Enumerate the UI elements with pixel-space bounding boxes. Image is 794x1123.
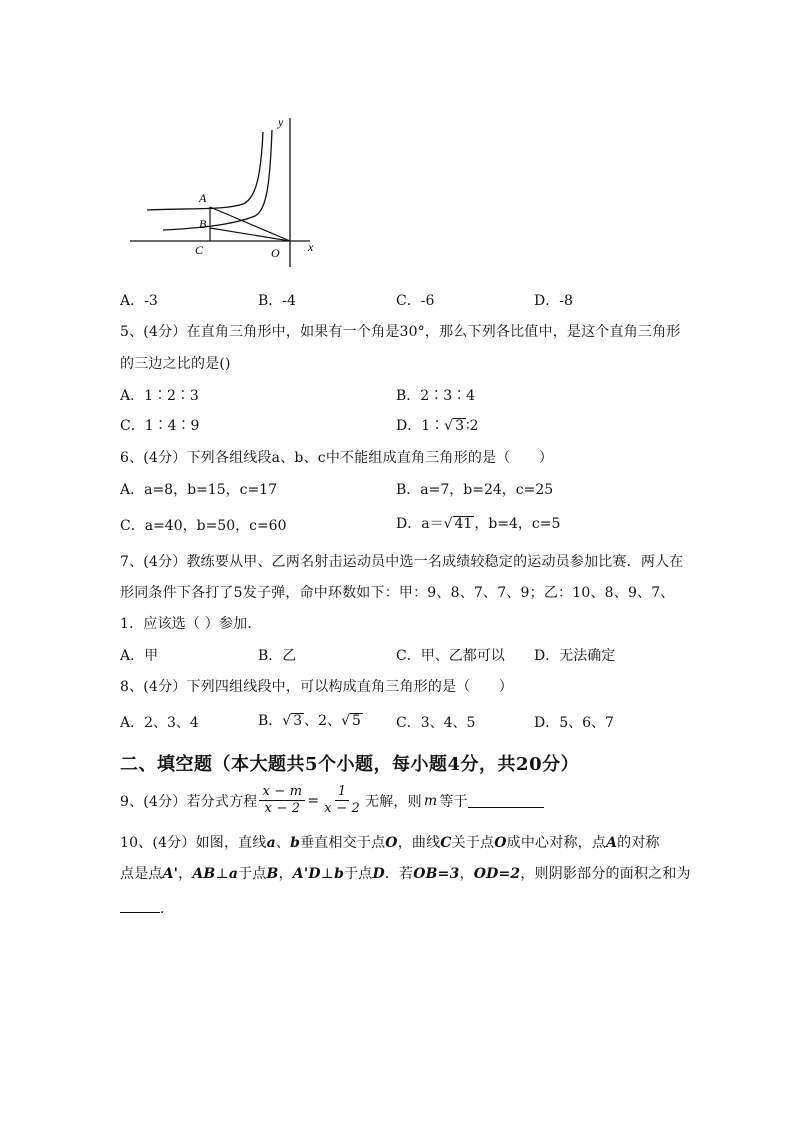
label-b: B [199, 217, 207, 231]
q6-option-a[interactable]: A．a=8，b=15，c=17 [120, 482, 277, 498]
q7-stem-line1: 7、(4分）教练要从甲、乙两名射击运动员中选一名成绩较稳定的运动员参加比赛．两人在 [120, 554, 684, 570]
q10-var-b-point: B [266, 866, 279, 882]
q5-stem-line1: 5、(4分）在直角三角形中，如果有一个角是30°，那么下列各比值中，是这个直角三角形 [120, 324, 681, 340]
q6-d-suffix: ，b=4，c=5 [474, 516, 561, 532]
segment-bo [210, 228, 290, 241]
q4-option-b[interactable]: B．-4 [258, 293, 296, 309]
q10-var-ad: A'D [292, 866, 321, 882]
q10-text: ， [278, 866, 293, 882]
q10-od: OD=2 [473, 866, 521, 882]
q10-text: 于点 [238, 866, 267, 882]
label-y: y [278, 115, 284, 129]
sqrt-symbol: √ 3 [282, 713, 303, 729]
q10-var-d: D [372, 866, 385, 882]
q10-text: 、 [275, 835, 291, 851]
q9-equals: = [307, 792, 320, 809]
q6-option-b[interactable]: B．a=7，b=24，c=25 [396, 482, 554, 498]
q5-stem-line2: 的三边之比的是() [120, 356, 231, 372]
q10-var-a-prime: A' [162, 866, 179, 882]
q5-d-prefix: D．1∶ [396, 418, 445, 434]
q7-option-d[interactable]: D．无法确定 [534, 648, 616, 664]
q5-option-b[interactable]: B．2∶3∶4 [396, 388, 476, 404]
q9-fraction-right [321, 784, 363, 817]
q9-answer-blank[interactable] [468, 793, 544, 808]
q10-perp: ⊥ [215, 866, 229, 882]
q7-option-c[interactable]: C．甲、乙都可以 [396, 648, 505, 664]
q8-stem-line1: 8、(4分）下列四组线段中，可以构成直角三角形的是（ ） [120, 679, 514, 695]
q10-var-a: a [266, 835, 276, 851]
q5-option-d[interactable] [396, 415, 479, 435]
q6-d-prefix: D．a＝ [396, 516, 444, 532]
q9-suffix: 等于 [439, 793, 468, 810]
q10-stem-line2 [120, 863, 691, 883]
q10-text: ．若 [384, 866, 414, 882]
label-c: C [195, 243, 204, 257]
q10-text: ， [178, 866, 193, 882]
q10-ob: OB=3 [413, 866, 460, 882]
q8-option-c[interactable]: C．3、4、5 [396, 715, 476, 731]
q10-text: 10、(4分）如图，直线 [120, 835, 267, 851]
q8-option-d[interactable]: D．5、6、7 [534, 715, 614, 731]
q9-frac1-num: x − m [259, 784, 305, 801]
label-a: A [199, 191, 207, 205]
q10-var-o: O [385, 835, 398, 851]
hyperbola-figure [125, 112, 325, 272]
q6-option-d[interactable] [396, 513, 560, 533]
q10-text: 关于点 [451, 835, 495, 851]
q8-b-prefix: B． [258, 713, 283, 729]
sqrt-symbol: √ 3 [444, 418, 464, 434]
q9-mid: 无解，则 [365, 793, 422, 810]
q5-option-a[interactable]: A．1∶2∶3 [120, 388, 199, 404]
q8-b-mid: 、2、 [304, 713, 342, 729]
q9-stem [120, 784, 544, 817]
sqrt-symbol: √ 5 [341, 713, 361, 729]
curve-inner [163, 130, 272, 230]
q9-frac2-num: 1 [335, 784, 349, 801]
q10-text: 的对称 [617, 835, 660, 851]
q10-stem-line3 [120, 898, 174, 918]
q6-option-c[interactable]: C．a=40，b=50，c=60 [120, 518, 287, 534]
q4-option-c[interactable]: C．-6 [396, 293, 435, 309]
q10-var-b: b [334, 866, 345, 882]
q6-d-radicand: 41 [454, 516, 473, 532]
q4-option-d[interactable]: D．-8 [534, 293, 573, 309]
q10-var-ab: AB [192, 866, 216, 882]
q10-answer-blank[interactable] [120, 900, 160, 913]
q10-text: 垂直相交于点 [300, 835, 386, 851]
q10-var-c: C [440, 835, 452, 851]
q8-option-b[interactable] [258, 710, 363, 730]
sqrt-symbol: √ 41 [443, 516, 473, 532]
q10-text: 成中心对称，点 [506, 835, 607, 851]
q10-text: ，则阴影部分的面积之和为 [520, 866, 691, 882]
q7-stem-line3: 1．应该选（ ）参加． [120, 616, 262, 632]
q5-option-c[interactable]: C．1∶4∶9 [120, 418, 200, 434]
q8-b-radicand2: 5 [351, 713, 361, 729]
q5-d-radicand: 3 [455, 418, 464, 434]
label-o: O [271, 246, 280, 260]
q9-frac1-den: x − 2 [264, 801, 301, 816]
q9-prefix: 9、(4分）若分式方程 [120, 793, 258, 810]
q6-stem-line1: 6、(4分）下列各组线段a、b、c中不能组成直角三角形的是（ ） [120, 450, 554, 466]
q8-b-radicand1: 3 [293, 713, 303, 729]
q9-fraction-left [259, 784, 305, 817]
q10-text: ，曲线 [397, 835, 441, 851]
q10-perp: ⊥ [320, 866, 335, 882]
label-x: x [308, 240, 314, 254]
q10-stem-line1 [120, 832, 660, 852]
q9-var-m: m [423, 792, 438, 809]
q7-option-b[interactable]: B．乙 [258, 648, 297, 664]
q10-var-b: b [290, 835, 301, 851]
q10-var-o: O [494, 835, 507, 851]
q8-option-a[interactable]: A．2、3、4 [120, 715, 199, 731]
q10-text: 点是点 [120, 866, 163, 882]
q10-text: ， [459, 866, 474, 882]
q7-stem-line2: 形同条件下各打了5发子弹，命中环数如下：甲：9、8、7、7、9；乙：10、8、9、7、 [120, 585, 675, 601]
q7-option-a[interactable]: A．甲 [120, 648, 159, 664]
q5-d-suffix: ∶2 [465, 418, 479, 434]
q10-text: ． [160, 901, 175, 917]
q9-frac2-den: x − 2 [324, 801, 361, 816]
q4-option-a[interactable]: A．-3 [120, 293, 158, 309]
q10-text: 于点 [344, 866, 373, 882]
q10-var-a-point: A [606, 835, 618, 851]
section-2-title: 二、填空题（本大题共5个小题，每小题4分，共20分） [120, 754, 580, 775]
q10-var-a: a [228, 866, 239, 882]
